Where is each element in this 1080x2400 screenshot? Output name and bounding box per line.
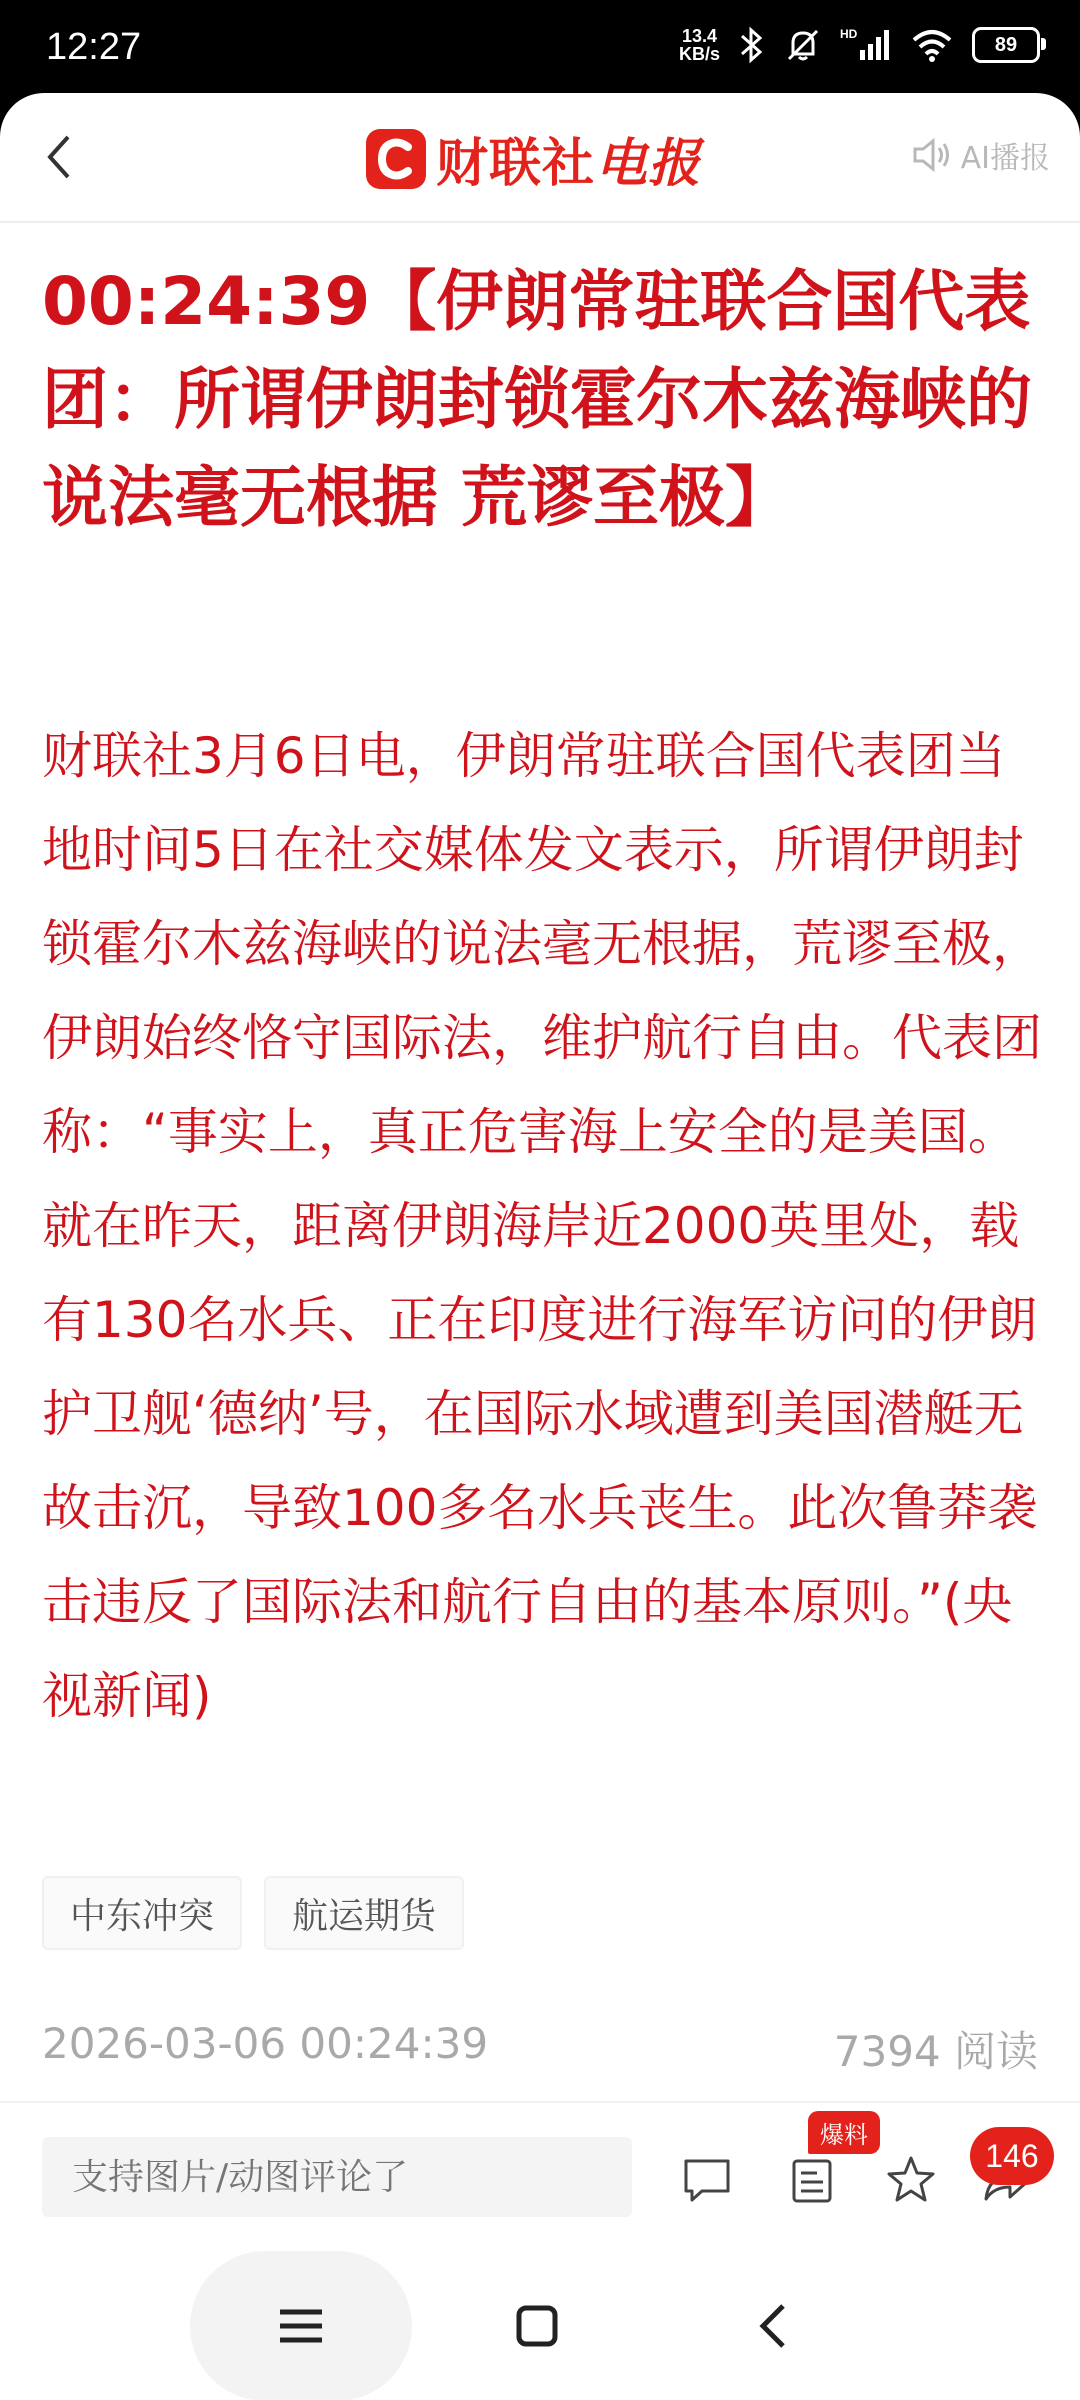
cls-logo bbox=[366, 121, 701, 196]
cls-logo-text bbox=[436, 121, 701, 196]
ai-broadcast-label: AI播报 bbox=[960, 141, 1050, 176]
tag-list bbox=[42, 1876, 464, 1950]
comment-icon bbox=[680, 2153, 734, 2207]
bottom-action-bar bbox=[0, 2101, 1080, 2223]
back-button[interactable] bbox=[36, 127, 84, 187]
network-speed-unit: KB/s bbox=[678, 44, 720, 64]
system-nav-bar bbox=[0, 2221, 1080, 2400]
chevron-left-icon bbox=[36, 127, 84, 187]
network-speed bbox=[679, 27, 720, 63]
ai-broadcast-button[interactable] bbox=[911, 133, 1050, 177]
network-label: HD bbox=[840, 27, 858, 41]
chevron-left-icon bbox=[755, 2302, 791, 2350]
home-nav-button[interactable] bbox=[502, 2291, 572, 2361]
square-icon bbox=[515, 2304, 559, 2348]
baoliao-button[interactable] bbox=[786, 2153, 840, 2207]
publish-datetime: 2026-03-06 00:24:39 bbox=[42, 2019, 489, 2068]
status-time: 12:27 bbox=[46, 26, 142, 68]
article-page bbox=[0, 93, 1080, 2400]
tag-shipping-futures[interactable]: 航运期货 bbox=[264, 1876, 464, 1950]
comment-input[interactable] bbox=[42, 2137, 632, 2217]
document-icon bbox=[786, 2153, 840, 2207]
article-title: 00:24:39【伊朗常驻联合国代表团：所谓伊朗封锁霍尔木兹海峡的说法毫无根据 荒谬至极】 bbox=[42, 263, 1032, 536]
top-nav-bar bbox=[0, 93, 1080, 223]
battery-icon bbox=[972, 27, 1040, 63]
bell-muted-icon bbox=[784, 26, 822, 64]
logo-text-accent: 电报 bbox=[595, 134, 702, 194]
article-body: 财联社3月6日电，伊朗常驻联合国代表团当地时间5日在社交媒体发文表示，所谓伊朗封锁霍尔木兹海峡的说法毫无根据，荒谬至极，伊朗始终恪守国际法，维护航行自由。代表团称：“事实上，真正危害海上安全的是美国。就在昨天，距离伊朗海岸近2000英里处，载有130名水兵、正在印度进行海军访问的伊朗护卫舰‘德纳’号，在国际水域遭到美国潜艇无故击沉，导致100多名水兵丧生。此次鲁莽袭击违反了国际法和航行自由的基本原则。”(央视新闻) bbox=[42, 727, 1042, 1725]
back-nav-button[interactable] bbox=[738, 2291, 808, 2361]
battery-level: 89 bbox=[994, 33, 1018, 56]
menu-icon bbox=[278, 2306, 324, 2346]
cls-logo-mark bbox=[366, 129, 426, 189]
status-icons bbox=[679, 26, 1040, 64]
comment-button[interactable] bbox=[680, 2153, 734, 2207]
tag-middle-east-conflict[interactable]: 中东冲突 bbox=[42, 1876, 242, 1950]
speaker-icon bbox=[911, 137, 951, 173]
bluetooth-icon bbox=[738, 26, 766, 64]
read-count: 7394 阅读 bbox=[833, 2027, 1038, 2076]
status-bar bbox=[0, 0, 1080, 100]
wifi-icon bbox=[910, 26, 954, 64]
menu-nav-button[interactable] bbox=[266, 2291, 336, 2361]
logo-text-main: 财联社 bbox=[436, 134, 596, 194]
network-speed-value: 13.4 bbox=[681, 26, 718, 46]
comment-count-badge: 146 bbox=[970, 2127, 1054, 2185]
star-icon bbox=[884, 2153, 938, 2207]
signal-icon bbox=[840, 26, 892, 64]
favorite-button[interactable] bbox=[884, 2153, 938, 2207]
baoliao-badge: 爆料 bbox=[808, 2111, 880, 2154]
